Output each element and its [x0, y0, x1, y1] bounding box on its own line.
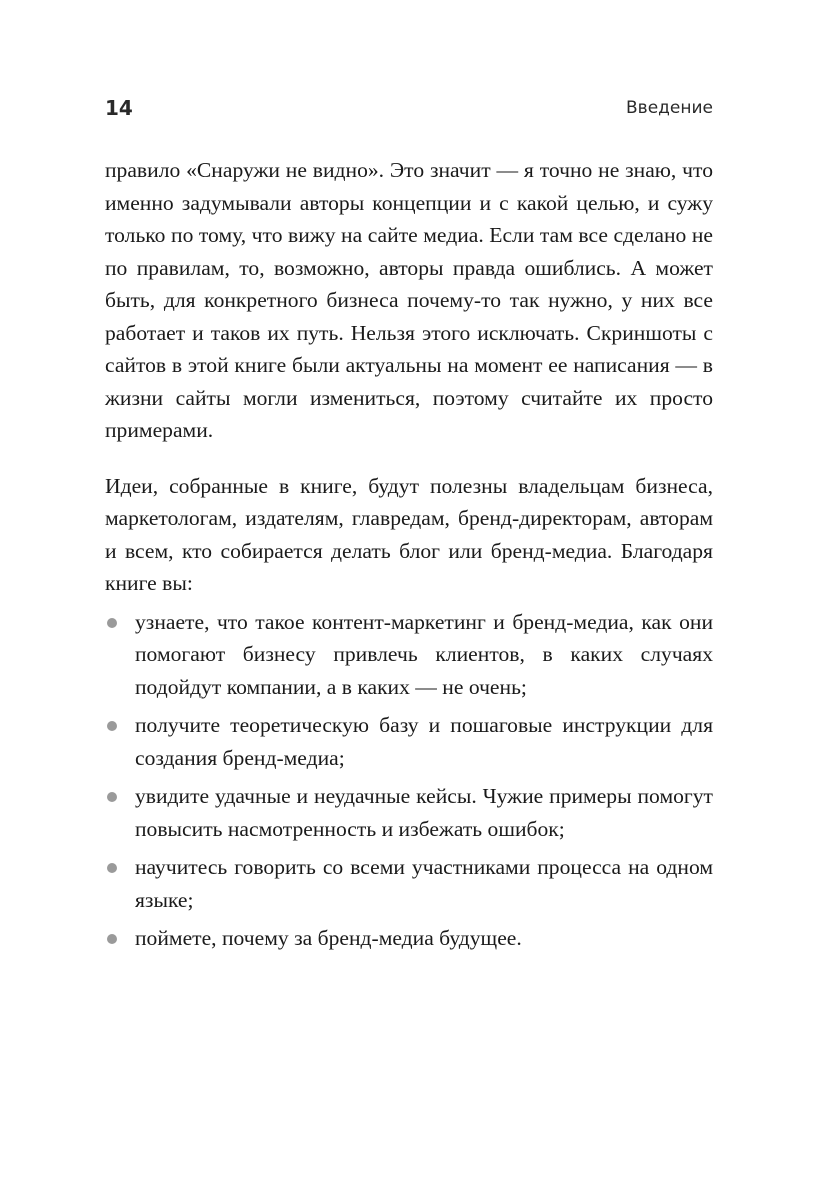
paragraph-1: правило «Снаружи не видно». Это значит — я точно не знаю, что именно задумывали авторы концепции и с какой целью, и сужу только по тому, что вижу на сайте медиа. Если там все сделано не по правилам, то, возможно, авторы правда ошиблись. А может быть, для конкретного бизнеса почему-то так нужно, у них все работает и таков их путь. Нельзя этого исключать. Скриншоты с сайтов в этой книге были актуальны на момент ее написания — в жизни сайты могли измениться, поэтому считайте их просто примерами.: [105, 158, 713, 442]
bullet-list: [105, 606, 713, 955]
running-head: [105, 96, 713, 126]
bullet-dot-icon: [107, 721, 117, 731]
section-title: Введение: [626, 98, 713, 118]
body-text: [105, 154, 713, 955]
list-item: [105, 922, 713, 955]
list-item-text: научитесь говорить со всеми участниками процесса на одном языке;: [135, 855, 713, 912]
list-item: [105, 606, 713, 704]
paragraph-2: Идеи, собранные в книге, будут полезны владельцам бизнеса, маркетологам, издателям, главредам, бренд-директорам, авторам и всем, кто собирается делать блог или бренд-медиа. Благодаря книге вы:: [105, 473, 713, 595]
list-item: [105, 709, 713, 774]
list-item-text: поймете, почему за бренд-медиа будущее.: [135, 926, 522, 950]
bullet-dot-icon: [107, 934, 117, 944]
page-number: 14: [105, 96, 133, 120]
list-item: [105, 851, 713, 916]
bullet-dot-icon: [107, 792, 117, 802]
list-item: [105, 780, 713, 845]
list-item-text: узнаете, что такое контент-маркетинг и бренд-медиа, как они помогают бизнесу привлечь клиентов, в каких случаях подойдут компании, а в каких — не очень;: [135, 609, 713, 699]
bullet-dot-icon: [107, 863, 117, 873]
bullet-dot-icon: [107, 618, 117, 628]
list-item-text: получите теоретическую базу и пошаговые инструкции для создания бренд-медиа;: [135, 713, 713, 770]
list-item-text: увидите удачные и неудачные кейсы. Чужие примеры помогут повысить насмотренность и избежать ошибок;: [135, 784, 713, 841]
